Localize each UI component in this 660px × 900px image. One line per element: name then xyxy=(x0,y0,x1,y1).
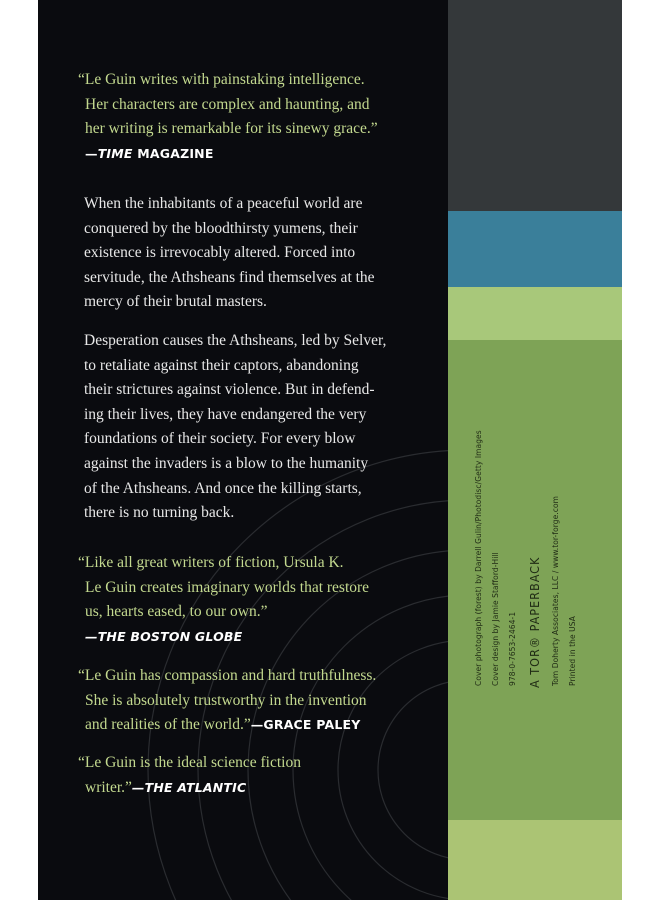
text-line: their strictures against violence. But in defend- xyxy=(84,381,375,399)
quote-line: Le Guin creates imaginary worlds that restore xyxy=(85,578,370,596)
text-line: existence is irrevocably altered. Forced into xyxy=(84,244,356,262)
text-line: mercy of their brutal masters. xyxy=(84,293,267,311)
quote-line: She is absolutely trustworthy in the invention xyxy=(85,691,367,709)
publisher-credit: Tom Doherty Associates, LLC / www.tor-forge.com xyxy=(550,495,560,686)
quote-line: “Le Guin has compassion and hard truthfulness. xyxy=(78,667,377,684)
text-line: to retaliate against their captors, abandoning xyxy=(84,356,359,374)
text-line: conquered by the bloodthirsty yumens, their xyxy=(84,219,358,237)
credit-design: Cover design by Jamie Stafford-Hill xyxy=(490,552,500,686)
text-line: servitude, the Athsheans find themselves at the xyxy=(84,268,375,286)
attribution-time: —TIME MAGAZINE xyxy=(85,145,214,161)
credit-photo: Cover photograph (forest) by Darrell Gulin/Photodisc/Getty Images xyxy=(473,430,483,686)
imprint-label: A TOR® PAPERBACK xyxy=(527,556,542,688)
description-paragraph-2 xyxy=(84,329,414,526)
quote-line: “Le Guin is the ideal science fiction xyxy=(78,754,301,771)
text-line: When the inhabitants of a peaceful world are xyxy=(84,195,363,212)
quote-line: “Le Guin writes with painstaking intelligence. xyxy=(78,71,365,88)
text-line: foundations of their society. For every blow xyxy=(84,430,356,448)
color-strip-light-green xyxy=(448,287,622,340)
color-strip-gray xyxy=(448,0,622,211)
quote-line: “Like all great writers of fiction, Ursula K. xyxy=(78,554,344,571)
attribution-atlantic: —THE ATLANTIC xyxy=(131,779,247,795)
quote-grace-paley xyxy=(78,664,376,738)
text-line: there is no turning back. xyxy=(84,504,235,522)
description-paragraph-1 xyxy=(84,192,414,315)
quote-time-magazine xyxy=(78,68,378,166)
text-line: ing their lives, they have endangered the very xyxy=(84,405,367,423)
text-line: of the Athsheans. And once the killing starts, xyxy=(84,479,362,497)
quote-line: us, hearts eased, to our own.” xyxy=(85,603,268,620)
attribution-grace-paley: —GRACE PALEY xyxy=(250,717,361,732)
quote-line: Her characters are complex and haunting, and xyxy=(85,95,370,113)
color-strip-blue xyxy=(448,211,622,287)
quote-boston-globe xyxy=(78,551,369,649)
quote-the-atlantic xyxy=(78,751,301,800)
isbn-number: 978-0-7653-2464-1 xyxy=(507,611,517,686)
text-line: against the invaders is a blow to the humanity xyxy=(84,454,369,472)
color-strip-pale-green xyxy=(448,820,622,900)
quote-line: her writing is remarkable for its sinewy grace.” xyxy=(85,120,378,137)
printed-in: Printed in the USA xyxy=(567,616,577,686)
quote-line: and realities of the world.”—GRACE PALEY xyxy=(85,716,361,733)
quote-line: writer.”—THE ATLANTIC xyxy=(85,778,247,796)
back-cover-panel xyxy=(38,0,448,900)
attribution-boston-globe: —THE BOSTON GLOBE xyxy=(85,628,243,644)
text-line: Desperation causes the Athsheans, led by Selver, xyxy=(84,332,387,349)
